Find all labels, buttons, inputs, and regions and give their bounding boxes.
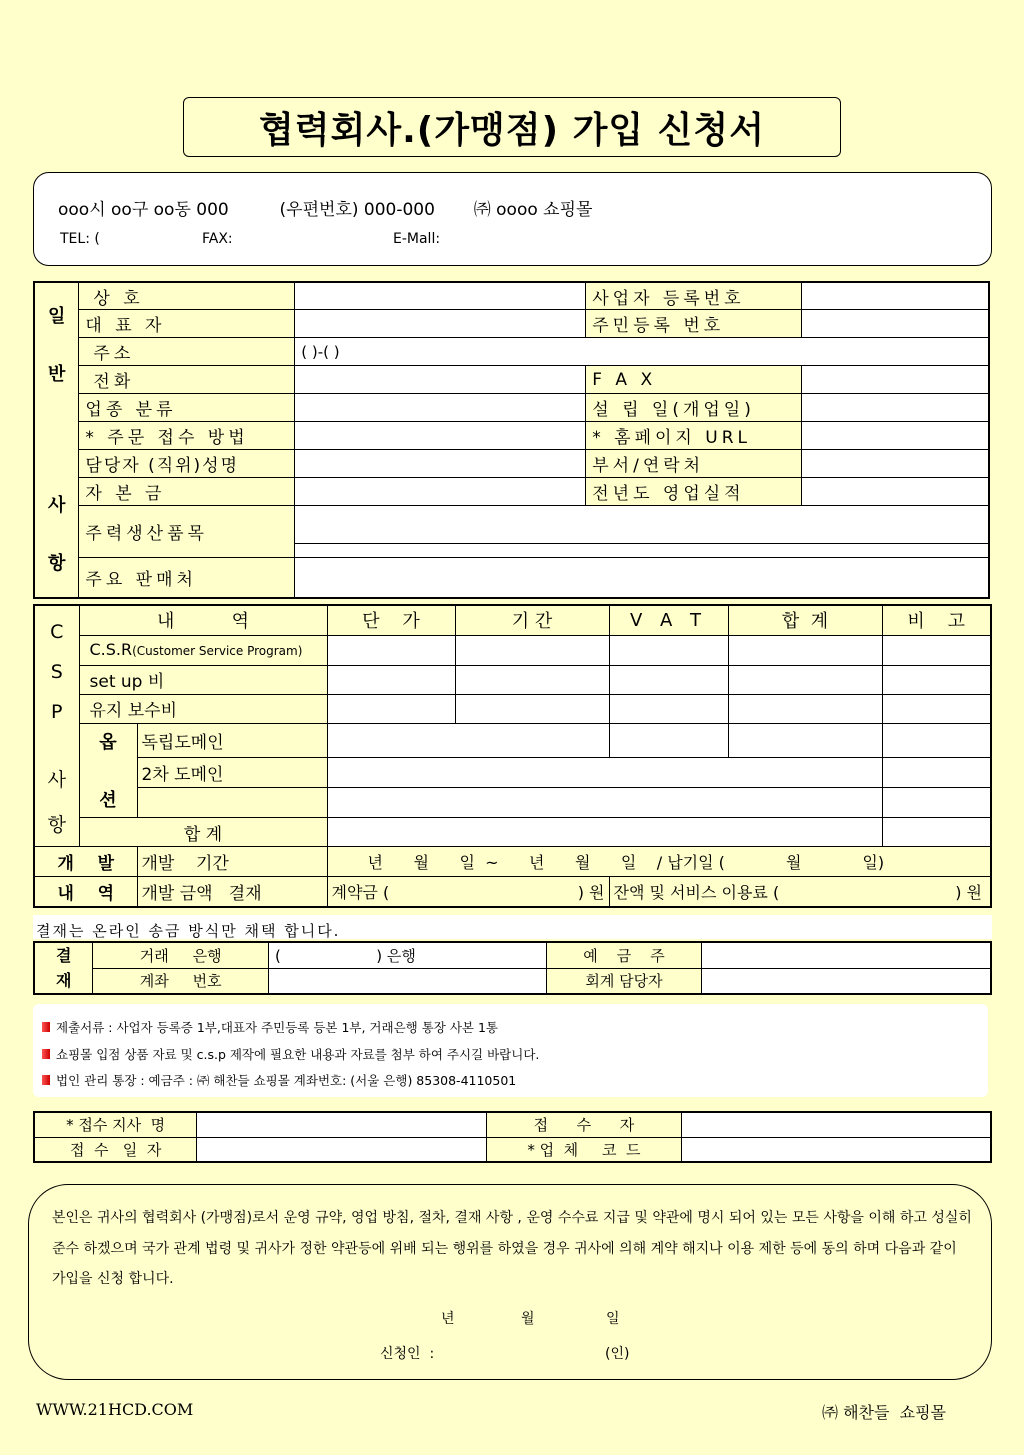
date-day: 일: [606, 1311, 620, 1327]
csp-side-label: [34, 605, 79, 847]
input-receipt-date[interactable]: [197, 1137, 486, 1162]
footer-website[interactable]: WWW.21HCD.COM: [36, 1400, 194, 1419]
dev-amount-label: 개발 금액 결재: [137, 877, 327, 907]
payment-note: 결재는 온라인 송금 방식만 채택 합니다.: [36, 922, 341, 940]
side-char: 항: [47, 814, 66, 836]
applicant-label: 신청인 :: [380, 1346, 435, 1362]
label-accountant: 회계 담당자: [546, 968, 702, 994]
label-bank: 거래 은행: [93, 942, 269, 968]
tel-label: TEL: (: [60, 231, 100, 247]
header-vat: V A T: [609, 605, 728, 635]
bullet-icon: [42, 1022, 50, 1032]
csp-table: [33, 604, 992, 908]
label-receipt-date: 접 수 일 자: [34, 1137, 197, 1162]
contract-label: 계약금 (: [331, 882, 390, 902]
payment-side-label: [34, 942, 93, 994]
setup-total[interactable]: [728, 665, 882, 694]
dev-label-1: 개 발: [34, 847, 137, 877]
header-remarks: 비 고: [882, 605, 991, 635]
side-char: S: [50, 661, 63, 683]
maintenance-total[interactable]: [728, 694, 882, 723]
input-company-code[interactable]: [682, 1137, 991, 1162]
label-industry: 업종 분류: [79, 394, 295, 422]
label-department: 부서/연락처: [586, 449, 802, 477]
input-business-reg-no[interactable]: [802, 282, 989, 310]
footer-company: ㈜ 해찬들 쇼핑몰: [822, 1403, 946, 1422]
date-year: 년: [441, 1311, 455, 1327]
csr-price[interactable]: [327, 635, 455, 665]
header-unit-price: 단 가: [327, 605, 455, 635]
input-resident-no[interactable]: [802, 310, 989, 338]
option-label: [79, 723, 137, 818]
setup-vat[interactable]: [609, 665, 728, 694]
header-period: 기 간: [455, 605, 609, 635]
label-contact-person: 담당자 (직위)성명: [79, 449, 295, 477]
note-text: 제출서류 : 사업자 등록증 1부,대표자 주민등록 등본 1부, 거래은행 통장 사본 1통: [56, 1020, 498, 1035]
side-char: 사: [47, 769, 66, 791]
maintenance-remarks[interactable]: [882, 694, 991, 723]
option-second-domain: 2차 도메인: [137, 758, 327, 788]
receipt-table: [33, 1111, 992, 1163]
input-representative[interactable]: [295, 310, 586, 338]
csr-vat[interactable]: [609, 635, 728, 665]
input-phone[interactable]: [295, 366, 586, 394]
input-main-products[interactable]: [295, 505, 989, 558]
header-item: 내 역: [79, 605, 327, 635]
label-receiver: 접 수 자: [486, 1112, 682, 1137]
label-homepage-url: * 홈페이지 URL: [586, 421, 802, 449]
total-remarks[interactable]: [882, 818, 991, 847]
input-bank[interactable]: ( ) 은행: [269, 942, 547, 968]
company-name: ㈜ oooo 쇼핑몰: [473, 200, 593, 220]
label-order-method: * 주문 접수 방법: [79, 421, 295, 449]
maintenance-period[interactable]: [455, 694, 609, 723]
csr-remarks[interactable]: [882, 635, 991, 665]
side-char: P: [51, 701, 63, 723]
own-domain-price[interactable]: [327, 723, 609, 758]
contract-unit: ) 원: [577, 882, 605, 902]
fax-label: FAX:: [202, 231, 233, 247]
date-month: 월: [521, 1311, 535, 1327]
address: ooo시 oo구 oo동 000: [58, 200, 229, 220]
label-founding-date: 설 립 일(개업일): [586, 394, 802, 422]
label-fax: F A X: [586, 366, 802, 394]
general-side-label: [34, 282, 79, 598]
label-representative: 대 표 자: [79, 310, 295, 338]
declaration-text: 본인은 귀사의 협력회사 (가맹점)로서 운영 규약, 영업 방침, 절차, 결재 사항 , 운영 수수료 지급 및 약관에 명시 되어 있는 모든 사항을 이해 하고 성실히 준수 하겠으며 국가 관계 법령 및 귀사가 정한 약관등에 위배 되는 행위를 하였을 경우 귀사에 의해 계약 해지나 이용 제한 등에 동의 하며 다음과 같이 가입을 신청 합니다.: [52, 1210, 972, 1287]
setup-period[interactable]: [455, 665, 609, 694]
maintenance-price[interactable]: [327, 694, 455, 723]
input-company-name[interactable]: [295, 282, 586, 310]
general-info-table: [33, 281, 990, 599]
note-line: [42, 1045, 539, 1063]
csr-sub: (Customer Service Program): [132, 644, 303, 658]
own-domain-vat[interactable]: [609, 723, 728, 758]
input-industry[interactable]: [295, 394, 586, 422]
row-maintenance: 유지 보수비: [79, 694, 327, 723]
side-char: 션: [99, 790, 117, 812]
label-company-code: * 업 체 코 드: [486, 1137, 682, 1162]
option-blank-remarks[interactable]: [882, 788, 991, 818]
label-main-products: 주력생산품목: [79, 505, 295, 558]
balance-label: 잔액 및 서비스 이용료 (: [613, 882, 780, 902]
input-last-year-sales[interactable]: [802, 477, 989, 505]
dev-period-label: 개발 기간: [137, 847, 327, 877]
dev-period-value[interactable]: 년 월 일 ~ 년 월 일 / 납기일 ( 월 일): [327, 847, 991, 877]
label-capital: 자 본 금: [79, 477, 295, 505]
side-char: 재: [55, 971, 72, 990]
email-label: E-Mall:: [393, 231, 441, 247]
input-main-sales-channels[interactable]: [295, 558, 989, 598]
note-line: [42, 1071, 516, 1089]
bullet-icon: [42, 1049, 50, 1059]
input-accountant[interactable]: [702, 968, 991, 994]
input-branch[interactable]: [197, 1112, 486, 1137]
input-depositor[interactable]: [702, 942, 991, 968]
option-blank-value[interactable]: [327, 788, 882, 818]
label-phone: 전화: [79, 366, 295, 394]
own-domain-total[interactable]: [728, 723, 882, 758]
side-char: 결: [55, 946, 72, 965]
label-resident-no: 주민등록 번호: [586, 310, 802, 338]
side-char: 항: [48, 553, 66, 575]
postal-code: (우편번호) 000-000: [279, 200, 435, 220]
form-title: 협력회사.(가맹점) 가입 신청서: [183, 97, 841, 157]
csr-total[interactable]: [728, 635, 882, 665]
balance-amount[interactable]: [609, 877, 991, 907]
company-address-line: [58, 195, 592, 220]
label-address: 주소: [79, 338, 295, 366]
row-total: 합 계: [79, 818, 327, 847]
note-line: [42, 1018, 498, 1036]
csr-period[interactable]: [455, 635, 609, 665]
payment-table: [33, 941, 992, 995]
input-founding-date[interactable]: [802, 394, 989, 422]
seal-label: (인): [605, 1346, 630, 1362]
input-receiver[interactable]: [682, 1112, 991, 1137]
maintenance-vat[interactable]: [609, 694, 728, 723]
label-last-year-sales: 전년도 영업실적: [586, 477, 802, 505]
balance-unit: ) 원: [955, 882, 982, 902]
input-order-method[interactable]: [295, 421, 586, 449]
header-total: 합 계: [728, 605, 882, 635]
label-account: 계좌 번호: [93, 968, 269, 994]
side-char: 옵: [99, 732, 117, 754]
option-own-domain: 독립도메인: [137, 723, 327, 758]
label-business-reg-no: 사업자 등록번호: [586, 282, 802, 310]
side-char: 사: [48, 494, 66, 516]
contract-amount[interactable]: [327, 877, 609, 907]
side-char: 일: [48, 305, 66, 327]
input-fax[interactable]: [802, 366, 989, 394]
label-company-name: 상 호: [79, 282, 295, 310]
label-depositor: 예 금 주: [546, 942, 702, 968]
label-main-sales-channels: 주요 판매처: [79, 558, 295, 598]
input-account[interactable]: [269, 968, 547, 994]
input-contact-person[interactable]: [295, 449, 586, 477]
setup-remarks[interactable]: [882, 665, 991, 694]
input-homepage-url[interactable]: [802, 421, 989, 449]
bullet-icon: [42, 1075, 50, 1085]
row-setup: set up 비: [79, 665, 327, 694]
side-char: C: [50, 621, 64, 643]
csr-main: C.S.R: [89, 640, 133, 659]
input-address[interactable]: ( )-( ): [295, 338, 989, 366]
side-char: 반: [48, 364, 66, 386]
dev-label-2: 내 역: [34, 877, 137, 907]
option-blank: [137, 788, 327, 818]
input-department[interactable]: [802, 449, 989, 477]
own-domain-remarks[interactable]: [882, 723, 991, 758]
setup-price[interactable]: [327, 665, 455, 694]
total-value[interactable]: [327, 818, 882, 847]
label-branch: * 접수 지사 명: [34, 1112, 197, 1137]
row-csr: [79, 635, 327, 665]
second-domain-value[interactable]: [327, 758, 882, 788]
note-text: 법인 관리 통장 : 예금주 : ㈜ 해찬들 쇼핑몰 계좌번호: (서울 은행) 85308-4110501: [56, 1073, 517, 1088]
input-capital[interactable]: [295, 477, 586, 505]
note-text: 쇼핑몰 입점 상품 자료 및 c.s.p 제작에 필요한 내용과 자료를 첨부 하여 주시길 바랍니다.: [56, 1047, 540, 1062]
second-domain-remarks[interactable]: [882, 758, 991, 788]
